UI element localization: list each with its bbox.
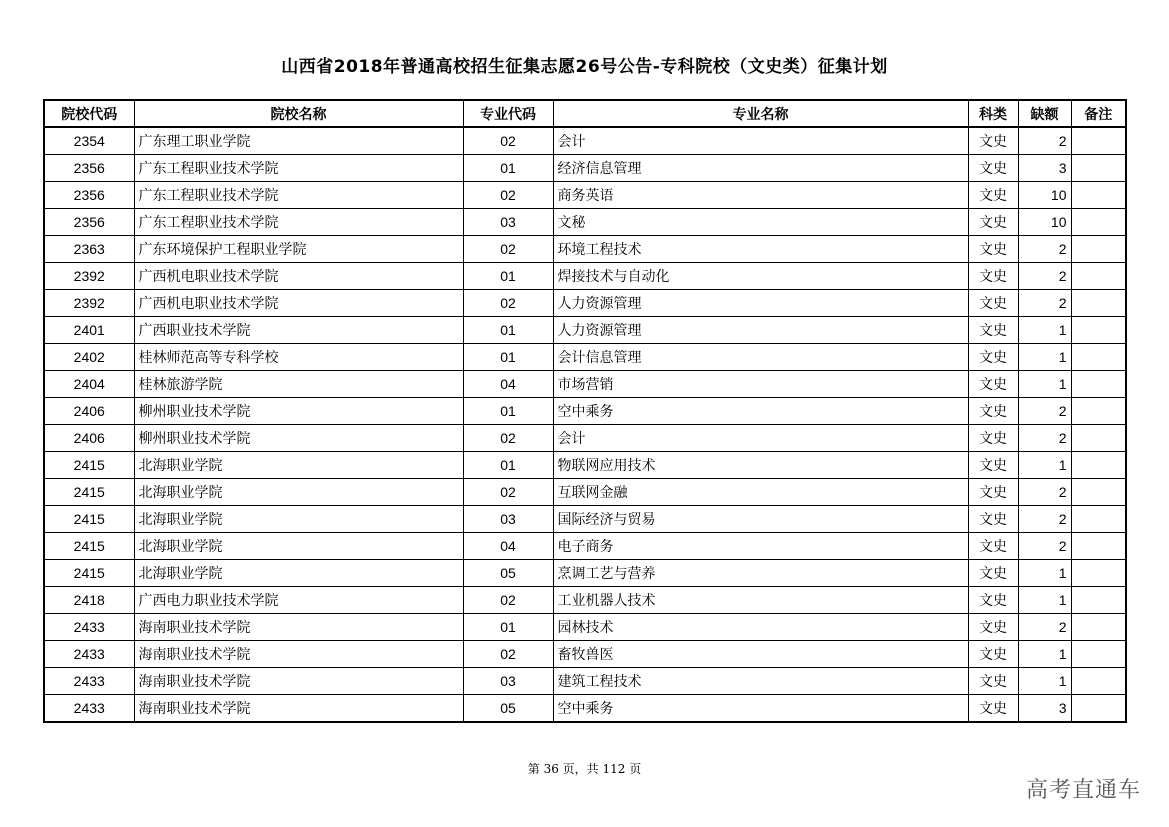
page-footer: 第 36 页，共 112 页 xyxy=(527,762,642,776)
remarks-cell xyxy=(1071,182,1126,209)
vacancies-cell: 1 xyxy=(1018,317,1071,344)
table-row xyxy=(44,506,1126,533)
major-name-cell: 人力资源管理 xyxy=(553,317,968,344)
major-code-cell: 04 xyxy=(463,533,553,560)
school-name-cell: 桂林旅游学院 xyxy=(134,371,463,398)
remarks-cell xyxy=(1071,641,1126,668)
major-code-cell: 03 xyxy=(463,506,553,533)
school-code-cell: 2363 xyxy=(44,236,134,263)
vacancies-cell: 2 xyxy=(1018,236,1071,263)
major-name-cell: 园林技术 xyxy=(553,614,968,641)
school-name-cell: 柳州职业技术学院 xyxy=(134,398,463,425)
vacancies-cell: 2 xyxy=(1018,479,1071,506)
header-school-code: 院校代码 xyxy=(44,100,134,127)
category-cell: 文史 xyxy=(968,344,1018,371)
major-name-cell: 经济信息管理 xyxy=(553,155,968,182)
major-code-cell: 03 xyxy=(463,668,553,695)
vacancies-cell: 2 xyxy=(1018,425,1071,452)
table-row xyxy=(44,425,1126,452)
table-row xyxy=(44,182,1126,209)
vacancies-cell: 1 xyxy=(1018,344,1071,371)
major-code-cell: 01 xyxy=(463,614,553,641)
category-cell: 文史 xyxy=(968,398,1018,425)
table-row xyxy=(44,668,1126,695)
table-row xyxy=(44,127,1126,155)
school-code-cell: 2404 xyxy=(44,371,134,398)
header-remarks: 备注 xyxy=(1071,100,1126,127)
header-major-code: 专业代码 xyxy=(463,100,553,127)
page-title: 山西省2018年普通高校招生征集志愿26号公告-专科院校（文史类）征集计划 xyxy=(281,57,888,77)
vacancies-cell: 1 xyxy=(1018,641,1071,668)
category-cell: 文史 xyxy=(968,614,1018,641)
major-name-cell: 市场营销 xyxy=(553,371,968,398)
school-code-cell: 2392 xyxy=(44,263,134,290)
major-name-cell: 建筑工程技术 xyxy=(553,668,968,695)
school-name-cell: 柳州职业技术学院 xyxy=(134,425,463,452)
table-row xyxy=(44,587,1126,614)
remarks-cell xyxy=(1071,155,1126,182)
major-name-cell: 畜牧兽医 xyxy=(553,641,968,668)
category-cell: 文史 xyxy=(968,209,1018,236)
major-name-cell: 会计 xyxy=(553,425,968,452)
major-code-cell: 01 xyxy=(463,398,553,425)
school-name-cell: 北海职业学院 xyxy=(134,452,463,479)
category-cell: 文史 xyxy=(968,182,1018,209)
school-name-cell: 广西职业技术学院 xyxy=(134,317,463,344)
header-category: 科类 xyxy=(968,100,1018,127)
vacancies-cell: 2 xyxy=(1018,127,1071,155)
school-code-cell: 2433 xyxy=(44,695,134,723)
major-name-cell: 物联网应用技术 xyxy=(553,452,968,479)
header-row xyxy=(44,100,1126,127)
table-row xyxy=(44,398,1126,425)
major-name-cell: 焊接技术与自动化 xyxy=(553,263,968,290)
table-row xyxy=(44,614,1126,641)
school-code-cell: 2433 xyxy=(44,668,134,695)
vacancies-cell: 2 xyxy=(1018,506,1071,533)
major-code-cell: 03 xyxy=(463,209,553,236)
vacancies-cell: 2 xyxy=(1018,290,1071,317)
major-code-cell: 01 xyxy=(463,344,553,371)
remarks-cell xyxy=(1071,506,1126,533)
school-code-cell: 2401 xyxy=(44,317,134,344)
major-code-cell: 05 xyxy=(463,560,553,587)
remarks-cell xyxy=(1071,371,1126,398)
school-name-cell: 海南职业技术学院 xyxy=(134,695,463,723)
header-vacancies: 缺额 xyxy=(1018,100,1071,127)
school-code-cell: 2406 xyxy=(44,425,134,452)
table-row xyxy=(44,209,1126,236)
remarks-cell xyxy=(1071,533,1126,560)
school-code-cell: 2356 xyxy=(44,182,134,209)
category-cell: 文史 xyxy=(968,641,1018,668)
table-body xyxy=(44,127,1126,722)
category-cell: 文史 xyxy=(968,668,1018,695)
category-cell: 文史 xyxy=(968,127,1018,155)
major-name-cell: 文秘 xyxy=(553,209,968,236)
vacancies-cell: 2 xyxy=(1018,398,1071,425)
table-row xyxy=(44,695,1126,723)
category-cell: 文史 xyxy=(968,236,1018,263)
remarks-cell xyxy=(1071,668,1126,695)
table-row xyxy=(44,641,1126,668)
school-code-cell: 2415 xyxy=(44,533,134,560)
table-row xyxy=(44,236,1126,263)
vacancies-cell: 3 xyxy=(1018,695,1071,723)
remarks-cell xyxy=(1071,560,1126,587)
vacancies-cell: 1 xyxy=(1018,452,1071,479)
major-code-cell: 02 xyxy=(463,127,553,155)
school-name-cell: 广东工程职业技术学院 xyxy=(134,209,463,236)
major-code-cell: 05 xyxy=(463,695,553,723)
category-cell: 文史 xyxy=(968,371,1018,398)
major-name-cell: 空中乘务 xyxy=(553,398,968,425)
table-row xyxy=(44,344,1126,371)
remarks-cell xyxy=(1071,614,1126,641)
major-name-cell: 烹调工艺与营养 xyxy=(553,560,968,587)
remarks-cell xyxy=(1071,425,1126,452)
major-code-cell: 01 xyxy=(463,263,553,290)
school-name-cell: 广西机电职业技术学院 xyxy=(134,290,463,317)
school-code-cell: 2392 xyxy=(44,290,134,317)
watermark: 高考直通车 xyxy=(1025,778,1141,803)
major-code-cell: 01 xyxy=(463,317,553,344)
school-name-cell: 广东环境保护工程职业学院 xyxy=(134,236,463,263)
category-cell: 文史 xyxy=(968,695,1018,723)
remarks-cell xyxy=(1071,695,1126,723)
table-row xyxy=(44,452,1126,479)
remarks-cell xyxy=(1071,290,1126,317)
category-cell: 文史 xyxy=(968,290,1018,317)
school-code-cell: 2415 xyxy=(44,506,134,533)
vacancies-cell: 3 xyxy=(1018,155,1071,182)
major-code-cell: 02 xyxy=(463,182,553,209)
major-name-cell: 空中乘务 xyxy=(553,695,968,723)
school-name-cell: 海南职业技术学院 xyxy=(134,614,463,641)
table-row xyxy=(44,290,1126,317)
vacancies-cell: 2 xyxy=(1018,533,1071,560)
school-name-cell: 北海职业学院 xyxy=(134,560,463,587)
school-code-cell: 2433 xyxy=(44,614,134,641)
header-school-name: 院校名称 xyxy=(134,100,463,127)
major-name-cell: 互联网金融 xyxy=(553,479,968,506)
remarks-cell xyxy=(1071,209,1126,236)
school-name-cell: 广西电力职业技术学院 xyxy=(134,587,463,614)
header-major-name: 专业名称 xyxy=(553,100,968,127)
enrollment-plan-table xyxy=(43,99,1127,723)
vacancies-cell: 1 xyxy=(1018,560,1071,587)
school-code-cell: 2356 xyxy=(44,209,134,236)
category-cell: 文史 xyxy=(968,452,1018,479)
category-cell: 文史 xyxy=(968,560,1018,587)
school-code-cell: 2415 xyxy=(44,452,134,479)
category-cell: 文史 xyxy=(968,317,1018,344)
remarks-cell xyxy=(1071,587,1126,614)
school-name-cell: 海南职业技术学院 xyxy=(134,641,463,668)
major-code-cell: 02 xyxy=(463,425,553,452)
school-code-cell: 2402 xyxy=(44,344,134,371)
category-cell: 文史 xyxy=(968,533,1018,560)
vacancies-cell: 1 xyxy=(1018,668,1071,695)
school-code-cell: 2406 xyxy=(44,398,134,425)
major-name-cell: 电子商务 xyxy=(553,533,968,560)
remarks-cell xyxy=(1071,398,1126,425)
vacancies-cell: 10 xyxy=(1018,182,1071,209)
major-name-cell: 人力资源管理 xyxy=(553,290,968,317)
vacancies-cell: 2 xyxy=(1018,263,1071,290)
remarks-cell xyxy=(1071,236,1126,263)
major-code-cell: 02 xyxy=(463,236,553,263)
remarks-cell xyxy=(1071,344,1126,371)
category-cell: 文史 xyxy=(968,425,1018,452)
school-name-cell: 广东理工职业学院 xyxy=(134,127,463,155)
remarks-cell xyxy=(1071,317,1126,344)
school-name-cell: 广西机电职业技术学院 xyxy=(134,263,463,290)
school-name-cell: 海南职业技术学院 xyxy=(134,668,463,695)
vacancies-cell: 2 xyxy=(1018,614,1071,641)
major-name-cell: 环境工程技术 xyxy=(553,236,968,263)
category-cell: 文史 xyxy=(968,479,1018,506)
remarks-cell xyxy=(1071,127,1126,155)
remarks-cell xyxy=(1071,263,1126,290)
vacancies-cell: 1 xyxy=(1018,587,1071,614)
major-code-cell: 02 xyxy=(463,587,553,614)
remarks-cell xyxy=(1071,452,1126,479)
major-name-cell: 工业机器人技术 xyxy=(553,587,968,614)
school-name-cell: 北海职业学院 xyxy=(134,506,463,533)
category-cell: 文史 xyxy=(968,155,1018,182)
major-code-cell: 01 xyxy=(463,452,553,479)
major-name-cell: 商务英语 xyxy=(553,182,968,209)
vacancies-cell: 10 xyxy=(1018,209,1071,236)
school-code-cell: 2415 xyxy=(44,479,134,506)
vacancies-cell: 1 xyxy=(1018,371,1071,398)
school-code-cell: 2433 xyxy=(44,641,134,668)
school-name-cell: 北海职业学院 xyxy=(134,533,463,560)
school-code-cell: 2415 xyxy=(44,560,134,587)
table-row xyxy=(44,371,1126,398)
major-code-cell: 02 xyxy=(463,479,553,506)
school-name-cell: 北海职业学院 xyxy=(134,479,463,506)
school-code-cell: 2418 xyxy=(44,587,134,614)
table-row xyxy=(44,533,1126,560)
table-row xyxy=(44,479,1126,506)
major-code-cell: 02 xyxy=(463,641,553,668)
school-code-cell: 2356 xyxy=(44,155,134,182)
category-cell: 文史 xyxy=(968,587,1018,614)
major-name-cell: 会计 xyxy=(553,127,968,155)
table-row xyxy=(44,560,1126,587)
school-code-cell: 2354 xyxy=(44,127,134,155)
table-row xyxy=(44,263,1126,290)
school-name-cell: 桂林师范高等专科学校 xyxy=(134,344,463,371)
major-name-cell: 会计信息管理 xyxy=(553,344,968,371)
remarks-cell xyxy=(1071,479,1126,506)
school-name-cell: 广东工程职业技术学院 xyxy=(134,155,463,182)
major-code-cell: 01 xyxy=(463,155,553,182)
category-cell: 文史 xyxy=(968,263,1018,290)
major-name-cell: 国际经济与贸易 xyxy=(553,506,968,533)
major-code-cell: 04 xyxy=(463,371,553,398)
table-row xyxy=(44,317,1126,344)
school-name-cell: 广东工程职业技术学院 xyxy=(134,182,463,209)
category-cell: 文史 xyxy=(968,506,1018,533)
table-row xyxy=(44,155,1126,182)
major-code-cell: 02 xyxy=(463,290,553,317)
